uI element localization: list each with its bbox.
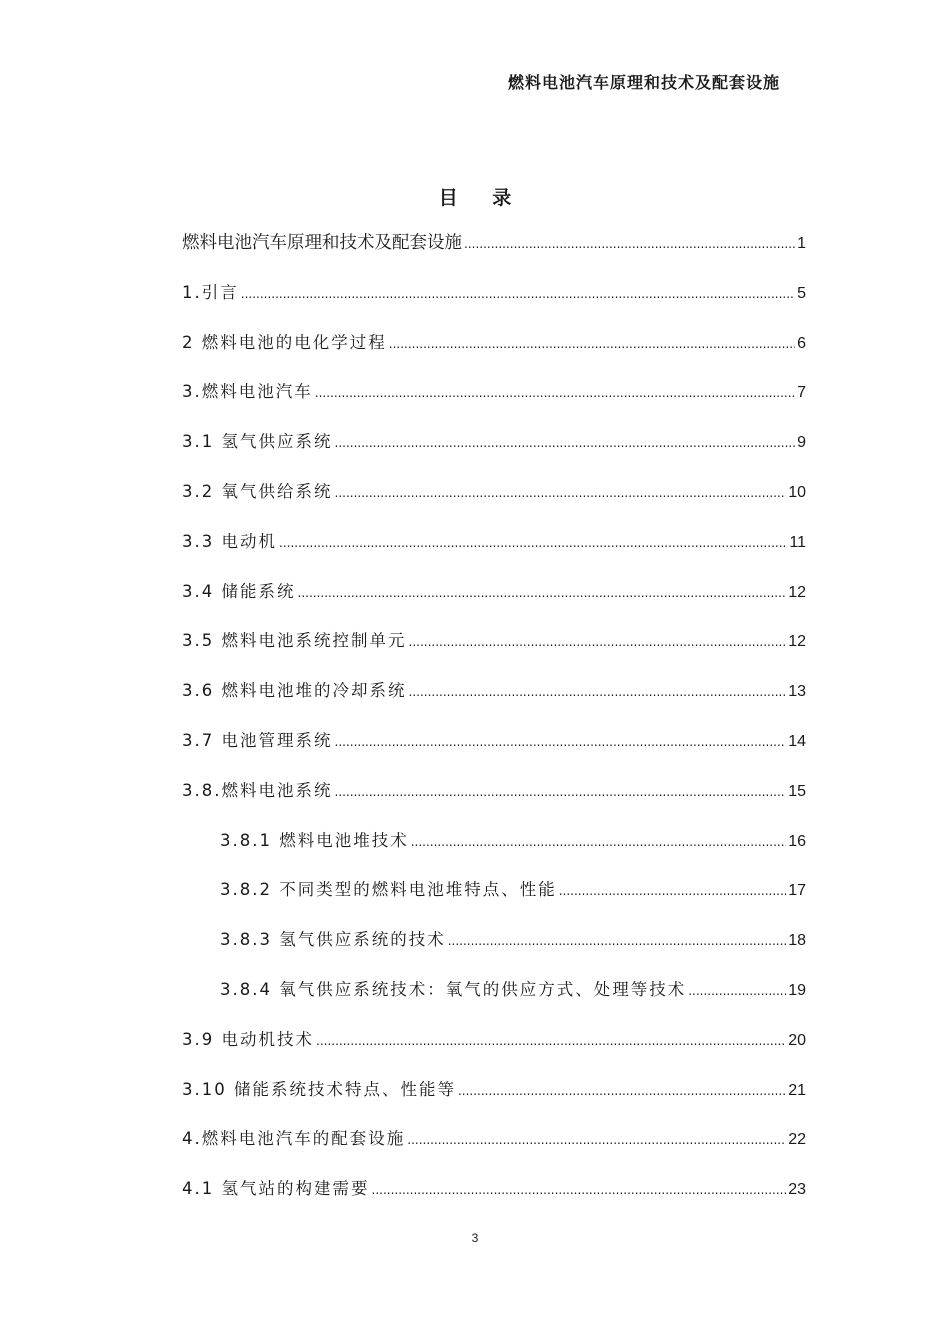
toc-page-number: 23 xyxy=(788,1181,806,1199)
table-of-contents xyxy=(182,229,806,1225)
toc-entry-text: 3.1 氢气供应系统 xyxy=(182,432,333,452)
toc-page-number: 16 xyxy=(788,832,806,850)
toc-entry[interactable] xyxy=(182,1175,806,1225)
toc-entry[interactable] xyxy=(182,1125,806,1175)
toc-entry[interactable] xyxy=(182,777,806,827)
toc-entry-text: 3.5 燃料电池系统控制单元 xyxy=(182,631,407,651)
running-header: 燃料电池汽车原理和技术及配套设施 xyxy=(507,73,780,92)
toc-entry[interactable] xyxy=(182,478,806,528)
toc-entry-text: 3.8.燃料电池系统 xyxy=(182,780,333,800)
toc-page-number: 15 xyxy=(788,782,806,800)
dot-leader xyxy=(559,884,786,898)
dot-leader xyxy=(389,337,795,351)
dot-leader xyxy=(409,685,787,699)
toc-entry-text: 燃料电池汽车原理和技术及配套设施 xyxy=(182,233,462,253)
dot-leader xyxy=(298,586,787,600)
toc-entry-text: 3.3 电动机 xyxy=(182,531,277,551)
toc-entry[interactable] xyxy=(182,279,806,329)
toc-entry-text: 3.8.1 燃料电池堆技术 xyxy=(220,830,409,850)
dot-leader xyxy=(241,287,795,301)
dot-leader xyxy=(316,1034,786,1048)
toc-entry[interactable] xyxy=(182,378,806,428)
dot-leader xyxy=(335,486,787,500)
toc-page-number: 17 xyxy=(788,882,806,900)
toc-subentry[interactable] xyxy=(182,876,806,926)
dot-leader xyxy=(315,386,795,400)
dot-leader xyxy=(448,934,786,948)
toc-page-number: 14 xyxy=(788,732,806,750)
toc-page-number: 10 xyxy=(788,483,806,501)
toc-page-number: 6 xyxy=(797,334,806,352)
toc-page-number: 7 xyxy=(797,384,806,402)
toc-page-number: 1 xyxy=(797,235,806,252)
toc-entry-text: 2 燃料电池的电化学过程 xyxy=(182,332,387,352)
toc-subentry[interactable] xyxy=(182,976,806,1026)
toc-entry[interactable] xyxy=(182,1076,806,1126)
dot-leader xyxy=(335,436,796,450)
toc-page-number: 5 xyxy=(797,284,806,302)
dot-leader xyxy=(458,1084,786,1098)
toc-page-number: 22 xyxy=(788,1131,806,1149)
dot-leader xyxy=(688,984,786,998)
toc-entry-text: 3.10 储能系统技术特点、性能等 xyxy=(182,1079,456,1099)
toc-entry[interactable] xyxy=(182,727,806,777)
dot-leader xyxy=(464,237,795,251)
toc-entry-text: 1.引言 xyxy=(182,282,239,302)
dot-leader xyxy=(335,785,787,799)
toc-page-number: 18 xyxy=(788,932,806,950)
dot-leader xyxy=(409,635,787,649)
toc-entry-text: 3.7 电池管理系统 xyxy=(182,730,333,750)
toc-page-number: 19 xyxy=(788,981,806,999)
toc-subentry[interactable] xyxy=(182,926,806,976)
toc-entry[interactable] xyxy=(182,528,806,578)
dot-leader xyxy=(372,1183,787,1197)
page-number: 3 xyxy=(471,1231,479,1245)
toc-page-number: 9 xyxy=(797,434,806,452)
toc-page-number: 21 xyxy=(788,1081,806,1099)
toc-entry-text: 3.8.4 氧气供应系统技术：氧气的供应方式、处理等技术 xyxy=(220,979,687,999)
toc-entry[interactable] xyxy=(182,229,806,279)
toc-entry[interactable] xyxy=(182,578,806,628)
toc-entry[interactable] xyxy=(182,627,806,677)
toc-entry[interactable] xyxy=(182,1026,806,1076)
toc-entry-text: 3.8.3 氢气供应系统的技术 xyxy=(220,930,446,950)
toc-entry[interactable] xyxy=(182,428,806,478)
toc-page-number: 20 xyxy=(788,1031,806,1049)
toc-entry-text: 4.1 氢气站的构建需要 xyxy=(182,1179,370,1199)
dot-leader xyxy=(411,835,786,849)
toc-page-number: 13 xyxy=(788,683,806,701)
dot-leader xyxy=(407,1133,786,1147)
toc-page-number: 12 xyxy=(788,583,806,601)
toc-page-number: 12 xyxy=(788,633,806,651)
toc-title: 目 录 xyxy=(438,187,526,209)
toc-entry-text: 3.9 电动机技术 xyxy=(182,1029,314,1049)
toc-page-number: 11 xyxy=(789,533,806,551)
toc-entry-text: 3.2 氧气供给系统 xyxy=(182,481,333,501)
toc-entry-text: 3.4 储能系统 xyxy=(182,581,296,601)
toc-entry-text: 3.6 燃料电池堆的冷却系统 xyxy=(182,681,407,701)
toc-subentry[interactable] xyxy=(182,827,806,877)
dot-leader xyxy=(279,536,787,550)
toc-entry[interactable] xyxy=(182,329,806,379)
toc-entry-text: 4.燃料电池汽车的配套设施 xyxy=(182,1129,406,1149)
toc-entry[interactable] xyxy=(182,677,806,727)
toc-entry-text: 3.燃料电池汽车 xyxy=(182,382,313,402)
dot-leader xyxy=(335,735,787,749)
toc-entry-text: 3.8.2 不同类型的燃料电池堆特点、性能 xyxy=(220,880,557,900)
